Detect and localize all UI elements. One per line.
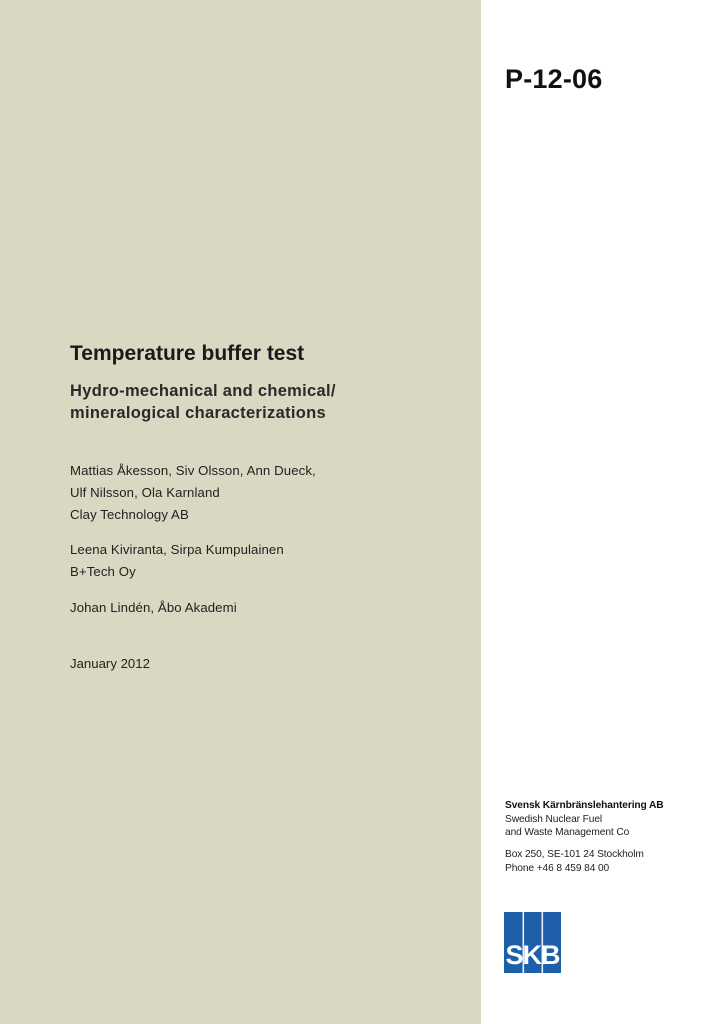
skb-logo bbox=[504, 912, 561, 973]
affiliation-line: B+Tech Oy bbox=[70, 564, 136, 579]
author-line: Johan Lindén, Åbo Akademi bbox=[70, 600, 237, 615]
author-line: Leena Kiviranta, Sirpa Kumpulainen bbox=[70, 542, 284, 557]
subtitle-line: Hydro-mechanical and chemical/ bbox=[70, 382, 336, 400]
author-group-clay-technology bbox=[70, 460, 316, 526]
subtitle-line: mineralogical characterizations bbox=[70, 404, 326, 422]
publication-date: January 2012 bbox=[70, 656, 150, 671]
report-title: Temperature buffer test bbox=[70, 342, 305, 365]
publisher-name: Svensk Kärnbränslehantering AB bbox=[505, 800, 664, 811]
publisher-block bbox=[505, 799, 664, 840]
logo-text: SKB bbox=[505, 940, 560, 970]
report-subtitle bbox=[70, 380, 336, 424]
author-line: Ulf Nilsson, Ola Karnland bbox=[70, 485, 220, 500]
report-number: P-12-06 bbox=[505, 64, 603, 94]
author-group-abo-akademi bbox=[70, 597, 237, 619]
publisher-contact bbox=[505, 848, 644, 875]
author-group-btech bbox=[70, 539, 284, 583]
publisher-phone: Phone +46 8 459 84 00 bbox=[505, 862, 610, 874]
publisher-english-name-line: Swedish Nuclear Fuel bbox=[505, 813, 603, 825]
publisher-address: Box 250, SE-101 24 Stockholm bbox=[505, 849, 644, 860]
author-line: Mattias Åkesson, Siv Olsson, Ann Dueck, bbox=[70, 463, 316, 478]
affiliation-line: Clay Technology AB bbox=[70, 507, 189, 522]
publisher-english-name-line: and Waste Management Co bbox=[505, 827, 630, 838]
